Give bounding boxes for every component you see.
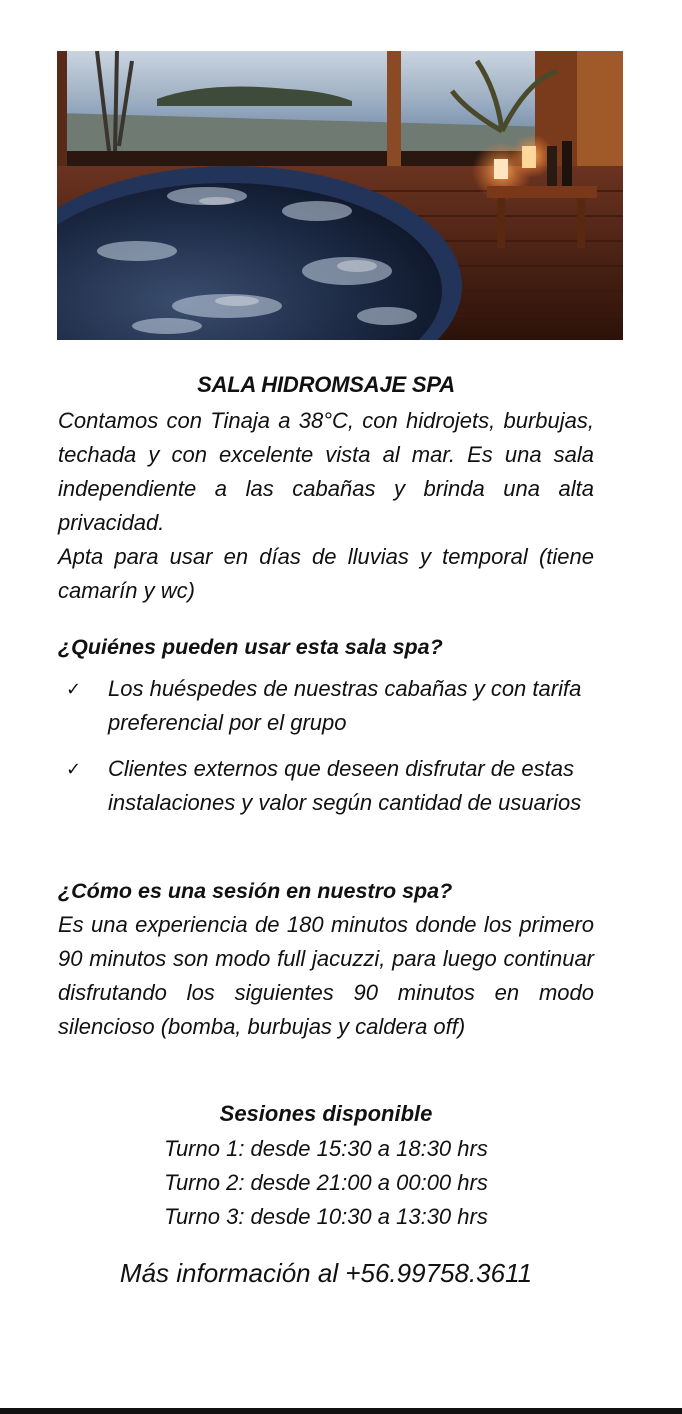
who-list <box>66 752 606 820</box>
schedule-row: Turno 2: desde 21:00 a 00:00 hrs <box>164 1170 488 1195</box>
session-heading: ¿Cómo es una sesión en nuestro spa? <box>58 879 453 903</box>
checkmark-icon: ✓ <box>66 679 82 699</box>
intro-section <box>58 404 594 608</box>
schedule-title: Sesiones disponible <box>219 1101 433 1126</box>
intro-note: Apta para usar en días de lluvias y temporal (tiene camarín y wc) <box>58 544 594 603</box>
session-description: Es una experiencia de 180 minutos donde los primero 90 minutos son modo full jacuzzi, para luego continuar disfrutando los siguientes 90 minutos en modo silencioso (bomba, burbujas y caldera off) <box>58 912 594 1039</box>
list-item <box>66 672 606 740</box>
spa-photo <box>57 51 623 340</box>
contact-info: Más información al +56.99758.3611 <box>119 1258 533 1288</box>
list-item <box>66 752 606 820</box>
schedule-section <box>0 1096 652 1234</box>
list-item-text: Los huéspedes de nuestras cabañas y con tarifa preferencial por el grupo <box>108 676 582 735</box>
page-title: SALA HIDROMSAJE SPA <box>197 372 455 397</box>
intro-paragraph: Contamos con Tinaja a 38°C, con hidrojets, burbujas, techada y con excelente vista al mar. Es una sala independiente a las cabañas y brinda una alta privacidad. <box>58 408 594 535</box>
who-list <box>66 672 606 740</box>
bottom-divider <box>0 1408 682 1414</box>
hot-tub-sea-view-image <box>57 51 623 340</box>
who-heading: ¿Quiénes pueden usar esta sala spa? <box>58 635 443 659</box>
schedule-row: Turno 1: desde 15:30 a 18:30 hrs <box>164 1136 488 1161</box>
session-section <box>58 908 594 1044</box>
schedule-row: Turno 3: desde 10:30 a 13:30 hrs <box>164 1204 488 1229</box>
checkmark-icon: ✓ <box>66 759 82 779</box>
list-item-text: Clientes externos que deseen disfrutar de estas instalaciones y valor según cantidad de usuarios <box>108 756 582 815</box>
